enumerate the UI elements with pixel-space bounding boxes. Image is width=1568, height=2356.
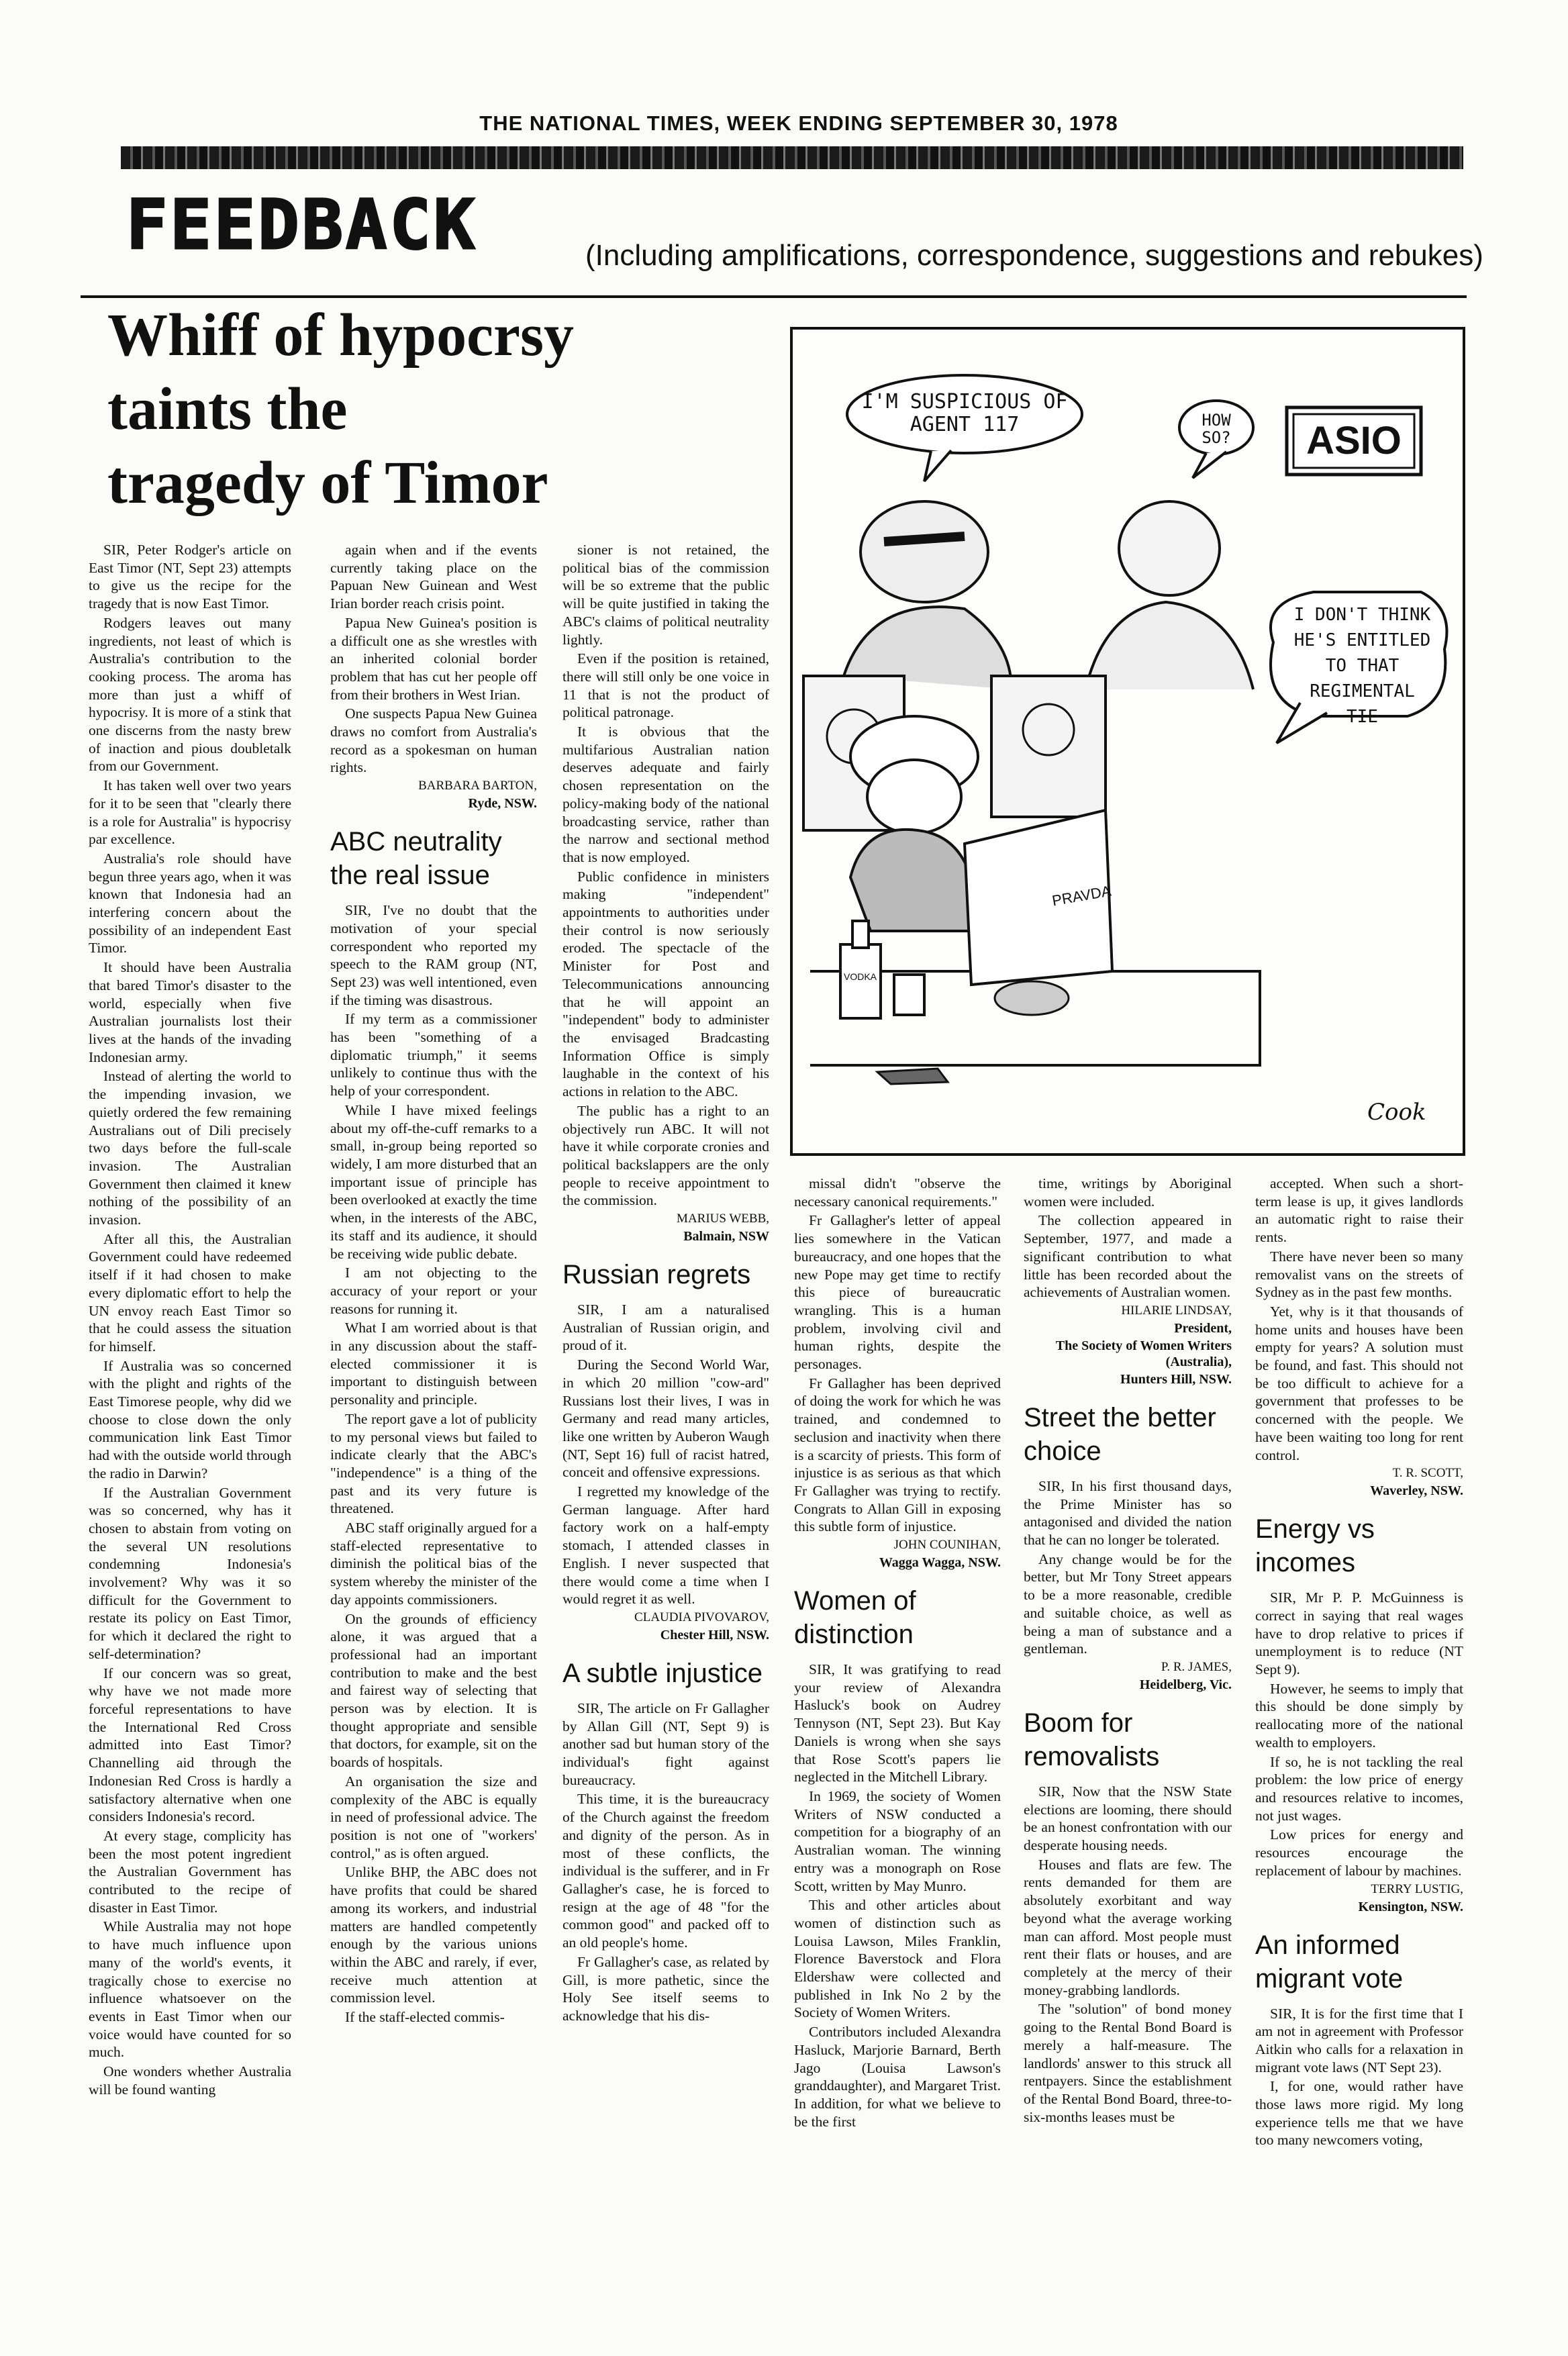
women-para: This and other articles about women of distinction such as Louisa Lawson, Miles Franklin, Florence Baverstock and Flora Eldershaw were collected and published in Ink No 2 by the Society of Women Writers.: [794, 1897, 1001, 2021]
col1-para: It has taken well over two years for it to be seen that "clearly there is a role for Australia" is hypocrisy par excellence.: [89, 777, 291, 848]
asio-sign: ASIO: [1306, 419, 1402, 462]
subtle-para: SIR, The article on Fr Gallagher by Allan Gill (NT, Sept 9) is another sad but human story of the individual's fight against bureaucracy.: [562, 1700, 769, 1788]
women-para: Contributors included Alexandra Hasluck, Marjorie Barnard, Berth Jago (Louisa Lawson's granddaughter), and Margaret Trist. In addition, for what we believe to be the first: [794, 2024, 1001, 2130]
abc-para: The public has a right to an objectively run ABC. It will not have it while corporate cronies and political backslappers are the only people to receive appointment to the commission.: [562, 1102, 769, 1209]
signature-place: Wagga Wagga, NSW.: [879, 1555, 1001, 1571]
letter-heading: An informed migrant vote: [1255, 1930, 1404, 1994]
abc-para: sioner is not retained, the political bias of the commission will be so extreme that the public will be quite justified in taking the ABC's claims of political neutrality lightly.: [562, 542, 769, 648]
signature-place: Balmain, NSW: [683, 1229, 769, 1244]
signature-name: HILARIE LINDSAY,: [1121, 1303, 1232, 1318]
abc-para: ABC staff originally argued for a staff-elected representative to diminish the political bias of the system whereby the minister of the day appoints commissioners.: [330, 1520, 537, 1608]
masthead: THE NATIONAL TIMES, WEEK ENDING SEPTEMBER 30, 1978: [479, 111, 1118, 135]
letter-heading: Boom for removalists: [1024, 1708, 1160, 1771]
abc-para: Even if the position is retained, there will still only be one voice in 11 that is not the product of political patronage.: [562, 650, 769, 721]
column-2: [330, 541, 537, 2028]
signature-place: Heidelberg, Vic.: [1139, 1677, 1232, 1692]
column-5: [1024, 1175, 1232, 2127]
russian-para: I regretted my knowledge of the German language. After hard factory work on a half-empty stomach, I attended classes in English. I never suspected that there would come a time when I would regret it as well.: [562, 1483, 769, 1608]
bubble-how-so: HOW SO?: [1202, 411, 1231, 447]
abc-para: SIR, I've no doubt that the motivation of your special correspondent who reported my speech to the RAM group (NT, Sept 23) was well intentioned, even if the timing was disastrous.: [330, 902, 537, 1008]
bubble-regimental-tie: I DON'T THINK HE'S ENTITLED TO THAT REGIMENTAL TIE: [1293, 605, 1431, 727]
russian-para: During the Second World War, in which 20 million "cow-ard" Russians lost their lives, I was in Germany and read many articles, like one written by Auberon Waugh (NT, Sept 16) full of racist hatred, conceit and offensive expressions.: [562, 1357, 769, 1481]
abc-para: On the grounds of efficiency alone, it was argued that a professional had an important contribution to make and the best and fairest way of selecting that person was by election. It is thought appropriate and sensible that doctors, for example, sit on the boards of hospitals.: [330, 1610, 537, 1771]
signature-place: Hunters Hill, NSW.: [1120, 1371, 1232, 1387]
letter-heading: Street the better choice: [1024, 1402, 1216, 1466]
energy-para: SIR, Mr P. P. McGuinness is correct in saying that real wages have to drop relative to prices if unemployment is to reduce (NT Sept 9).: [1255, 1589, 1463, 1678]
col2-para: One suspects Papua New Guinea draws no comfort from Australia's record as a spokesman on human rights.: [330, 705, 537, 776]
migrant-para: SIR, It is for the first time that I am not in agreement with Professor Aitkin who calls for a relaxation in migrant vote laws (NT Sept 23).: [1255, 2005, 1463, 2075]
abc-para: The report gave a lot of publicity to my personal views but failed to indicate clearly that the ABC's "independence" is a thing of the past and its very future is threatened.: [330, 1410, 537, 1517]
boom-para: accepted. When such a short-term lease is up, it gives landlords an automatic right to raise their rents.: [1255, 1175, 1463, 1246]
energy-para: However, he seems to imply that this should be done simply by reallocating more of the national wealth to employers.: [1255, 1680, 1463, 1751]
column-6: [1255, 1175, 1463, 2151]
subtle-para: Fr Gallagher's case, as related by Gill, is more pathetic, since the Holy See itself seems to acknowledge that his dis-: [562, 1953, 769, 2024]
masthead-rule: [121, 146, 1463, 169]
column-1: [89, 541, 291, 2100]
russian-para: SIR, I am a naturalised Australian of Russian origin, and proud of it.: [562, 1302, 769, 1354]
column-4: [794, 1175, 1001, 2132]
letter-heading: Russian regrets: [562, 1260, 751, 1290]
headline-line2: taints the: [107, 376, 348, 442]
bottle-label: VODKA: [844, 971, 877, 982]
col2-para: again when and if the events currently taking place on the Papuan New Guinean and West Irian border reach crisis point.: [330, 542, 537, 612]
signature-place: Ryde, NSW.: [468, 796, 537, 812]
col1-para: After all this, the Australian Government could have redeemed itself if it had chosen to make every diplomatic effort to help the UN envoy reach East Timor so that he could assess the situation for himself.: [89, 1230, 291, 1355]
boom-para: Houses and flats are few. The rents demanded for them are absolutely exorbitant and way beyond what the average working man can afford. Most people must rent their flats or houses, and are completely at the mercy of their money-grabbing landlords.: [1024, 1856, 1232, 1998]
section-logo: FEEDBACK: [126, 185, 478, 265]
subtle-para: Fr Gallagher's letter of appeal lies somewhere in the Vatican bureaucracy, and one hopes that the new Pope may get time to rectify this piece of bureaucratic wrangling. This is a human problem, involving civil and human rights, despite the personages.: [794, 1212, 1001, 1373]
col1-para: While Australia may not hope to have much influence upon many of the world's events, it tragically chose to exercise no influence whatsoever on the events in East Timor when our voice would have counted for so much.: [89, 1918, 291, 2061]
signature-title: President,: [1174, 1320, 1232, 1336]
header-rule: [81, 295, 1467, 298]
col1-para: If the Australian Government was so concerned, why has it chosen to abstain from voting on the several UN resolutions condemning Indonesia's involvement? Why was it so difficult for the Government to restate its policy on East Timor, for which it declared the right to self-determination?: [89, 1484, 291, 1662]
signature-name: T. R. SCOTT,: [1392, 1466, 1463, 1481]
abc-para: What I am worried about is that in any discussion about the staff-elected commissioner it is important to distinguish between personality and principle.: [330, 1320, 537, 1408]
abc-para: Public confidence in ministers making "independent" appointments to authorities under their control is now seriously eroded. The spectacle of the Minister for Post and Telecommunications announcing that he will appoint an "independent" body to administer the envisaged Bradcasting Information Office is simply laughable in the context of his actions in relation to the ABC.: [562, 868, 769, 1100]
main-headline: [107, 299, 738, 520]
women-para: time, writings by Aboriginal women were included.: [1024, 1175, 1232, 1210]
letter-heading: A subtle injustice: [562, 1658, 763, 1688]
signature-name: TERRY LUSTIG,: [1371, 1881, 1463, 1896]
signature-place: Chester Hill, NSW.: [660, 1627, 769, 1642]
migrant-para: I, for one, would rather have those laws more rigid. My long experience tells me that we have too many newcomers voting,: [1255, 2078, 1463, 2149]
women-para: The collection appeared in September, 1977, and made a significant contribution to what little has been recorded about the achievements of Australian women.: [1024, 1212, 1232, 1301]
col1-para: Rodgers leaves out many ingredients, not least of which is Australia's contribution to the cooking process. The aroma has more than just a whiff of hypocrisy. It is more of a stink that one discerns from the nasty brew of inaction and pious doubletalk from our Government.: [89, 614, 291, 775]
col1-para: If Australia was so concerned with the plight and rights of the East Timorese people, why did we choose to close down the only communication link East Timor had with the outside world through the radio in Darwin?: [89, 1357, 291, 1481]
abc-para: Unlike BHP, the ABC does not have profits that could be shared among its workers, and industrial matters are handled competently enough by the various unions within the ABC and rarely, if ever, receive much attention at commission level.: [330, 1864, 537, 2006]
signature-name: MARIUS WEBB,: [677, 1212, 769, 1226]
street-para: Any change would be for the better, but Mr Tony Street appears to be a more reasonable, credible and suitable choice, as well as being a man of substance and a gentleman.: [1024, 1551, 1232, 1657]
signature-name: P. R. JAMES,: [1161, 1659, 1232, 1674]
col1-para: If our concern was so great, why have we not made more forceful representations to have the International Red Cross admitted into East Timor? Channelling aid through the Indonesian Red Cross is hardly a satisfactory alternative when one considers Indonesia's record.: [89, 1665, 291, 1825]
abc-para: An organisation the size and complexity of the ABC is equally in need of professional advice. The position is not one of "workers' control," as is often argued.: [330, 1773, 537, 1861]
subtle-para: Fr Gallagher has been deprived of doing the work for which he was trained, and condemned to seclusion and inactivity when there is a scarcity of priests. This form of injustice is as serious as that which Fr Gallagher was trying to rectify. Congrats to Allan Gill in exposing this subtle form of injustice.: [794, 1375, 1001, 1535]
column-3: [562, 541, 769, 2026]
signature-name: JOHN COUNIHAN,: [893, 1538, 1001, 1553]
col1-para: SIR, Peter Rodger's article on East Timor (NT, Sept 23) attempts to give us the recipe for the tragedy that is now East Timor.: [89, 542, 291, 612]
headline-line3: tragedy of Timor: [107, 450, 548, 516]
subtle-para: This time, it is the bureaucracy of the Church against the freedom and dignity of the person. As in most of these conflicts, the individual is the sufferer, and in Fr Gallagher's case, he is forced to resign at the age of 48 "for the common good" and packed off to an old people's home.: [562, 1791, 769, 1951]
col1-para: Instead of alerting the world to the impending invasion, we quietly ordered the few remaining Australians out of Dili precisely two days before the full-scale invasion. The Australian Government then claimed it knew nothing of the possibility of an invasion.: [89, 1068, 291, 1228]
letter-heading: Women of distinction: [794, 1586, 916, 1650]
section-subtitle: (Including amplifications, correspondence, suggestions and rebukes): [585, 239, 1483, 272]
signature-place: Kensington, NSW.: [1358, 1899, 1463, 1914]
cartoon: [790, 327, 1465, 1156]
abc-para: It is obvious that the multifarious Australian nation deserves adequate and fairly chosen representation on the policy-making body of the national broadcasting service, rather than the narrow and sectional method that is now employed.: [562, 724, 769, 865]
subtle-para: missal didn't "observe the necessary canonical requirements.": [794, 1175, 1001, 1210]
col1-para: It should have been Australia that bared Timor's disaster to the world, especially when five Australian journalists lost their lives at the hands of the invading Indonesian army.: [89, 959, 291, 1065]
cartoonist-signature: Cook: [1367, 1099, 1426, 1126]
letter-heading: ABC neutrality the real issue: [330, 827, 502, 891]
letter-heading: Energy vs incomes: [1255, 1514, 1375, 1578]
signature-name: CLAUDIA PIVOVAROV,: [634, 1610, 769, 1624]
signature-place: Waverley, NSW.: [1370, 1483, 1463, 1499]
energy-para: If so, he is not tackling the real problem: the low price of energy and resources relative to incomes, not just wages.: [1255, 1753, 1463, 1824]
signature-org: The Society of Women Writers (Australia),: [1055, 1338, 1232, 1369]
newspaper-label: PRAVDA: [1050, 882, 1113, 910]
energy-para: Low prices for energy and resources encourage the replacement of labour by machines.: [1255, 1826, 1463, 1879]
col1-para: One wonders whether Australia will be found wanting: [89, 2063, 291, 2098]
women-para: SIR, It was gratifying to read your review of Alexandra Hasluck's book on Audrey Tennyson (NT, Sept 23). But Kay Daniels is wrong when she says that Rose Scott's papers lie neglected in the Mitchell Library.: [794, 1661, 1001, 1785]
col1-para: At every stage, complicity has been the most potent ingredient the Australian Government has contributed to the recipe of disaster in East Timor.: [89, 1827, 291, 1916]
col1-para: Australia's role should have begun three years ago, when it was known that Indonesia had an interfering concern about the possibility of an independent East Timor.: [89, 850, 291, 956]
abc-para: I am not objecting to the accuracy of your report or your reasons for running it.: [330, 1265, 537, 1317]
abc-para: If the staff-elected commis-: [345, 2009, 505, 2026]
boom-para: The "solution" of bond money going to the Rental Bond Board is merely a half-measure. The landlords' answer to this struck all rentpayers. Since the establishment of the Rental Bond Board, three-to-six-months leases must be: [1024, 2001, 1232, 2125]
abc-para: While I have mixed feelings about my off-the-cuff remarks to a small, in-group being reported so widely, I am more disturbed that an important issue of principle has been overlooked at exactly the time when, in the interests of the ABC, its staff and its audience, it should be receiving wide public debate.: [330, 1101, 537, 1262]
boom-para: There have never been so many removalist vans on the streets of Sydney as in the past few months.: [1255, 1248, 1463, 1301]
abc-para: If my term as a commissioner has been "something of a diplomatic triumph," it seems unlikely to continue thus with the help of your correspondent.: [330, 1011, 537, 1099]
boom-para: Yet, why is it that thousands of home units and houses have been empty for years? A solution must be found, and fast. This should not be too difficult to achieve for a government that professes to be concerned with the people. We have been waiting too long for rent control.: [1255, 1303, 1463, 1463]
women-para: In 1969, the society of Women Writers of NSW conducted a competition for a biography of an Australian woman. The winning entry was a monograph on Rose Scott, written by May Munro.: [794, 1787, 1001, 1894]
bubble-suspicious: I'M SUSPICIOUS OF AGENT 117: [861, 390, 1068, 436]
signature-name: BARBARA BARTON,: [418, 779, 537, 793]
street-para: SIR, In his first thousand days, the Prime Minister has so antagonised and divided the nation that he can no longer be tolerated.: [1024, 1477, 1232, 1549]
headline-line1: Whiff of hypocrsy: [107, 302, 574, 369]
col2-para: Papua New Guinea's position is a difficult one as she wrestles with an inherited colonial border problem that has cut her people off from their brothers in West Irian.: [330, 614, 537, 703]
boom-para: SIR, Now that the NSW State elections are looming, there should be an honest confrontation with our desperate housing needs.: [1024, 1783, 1232, 1854]
